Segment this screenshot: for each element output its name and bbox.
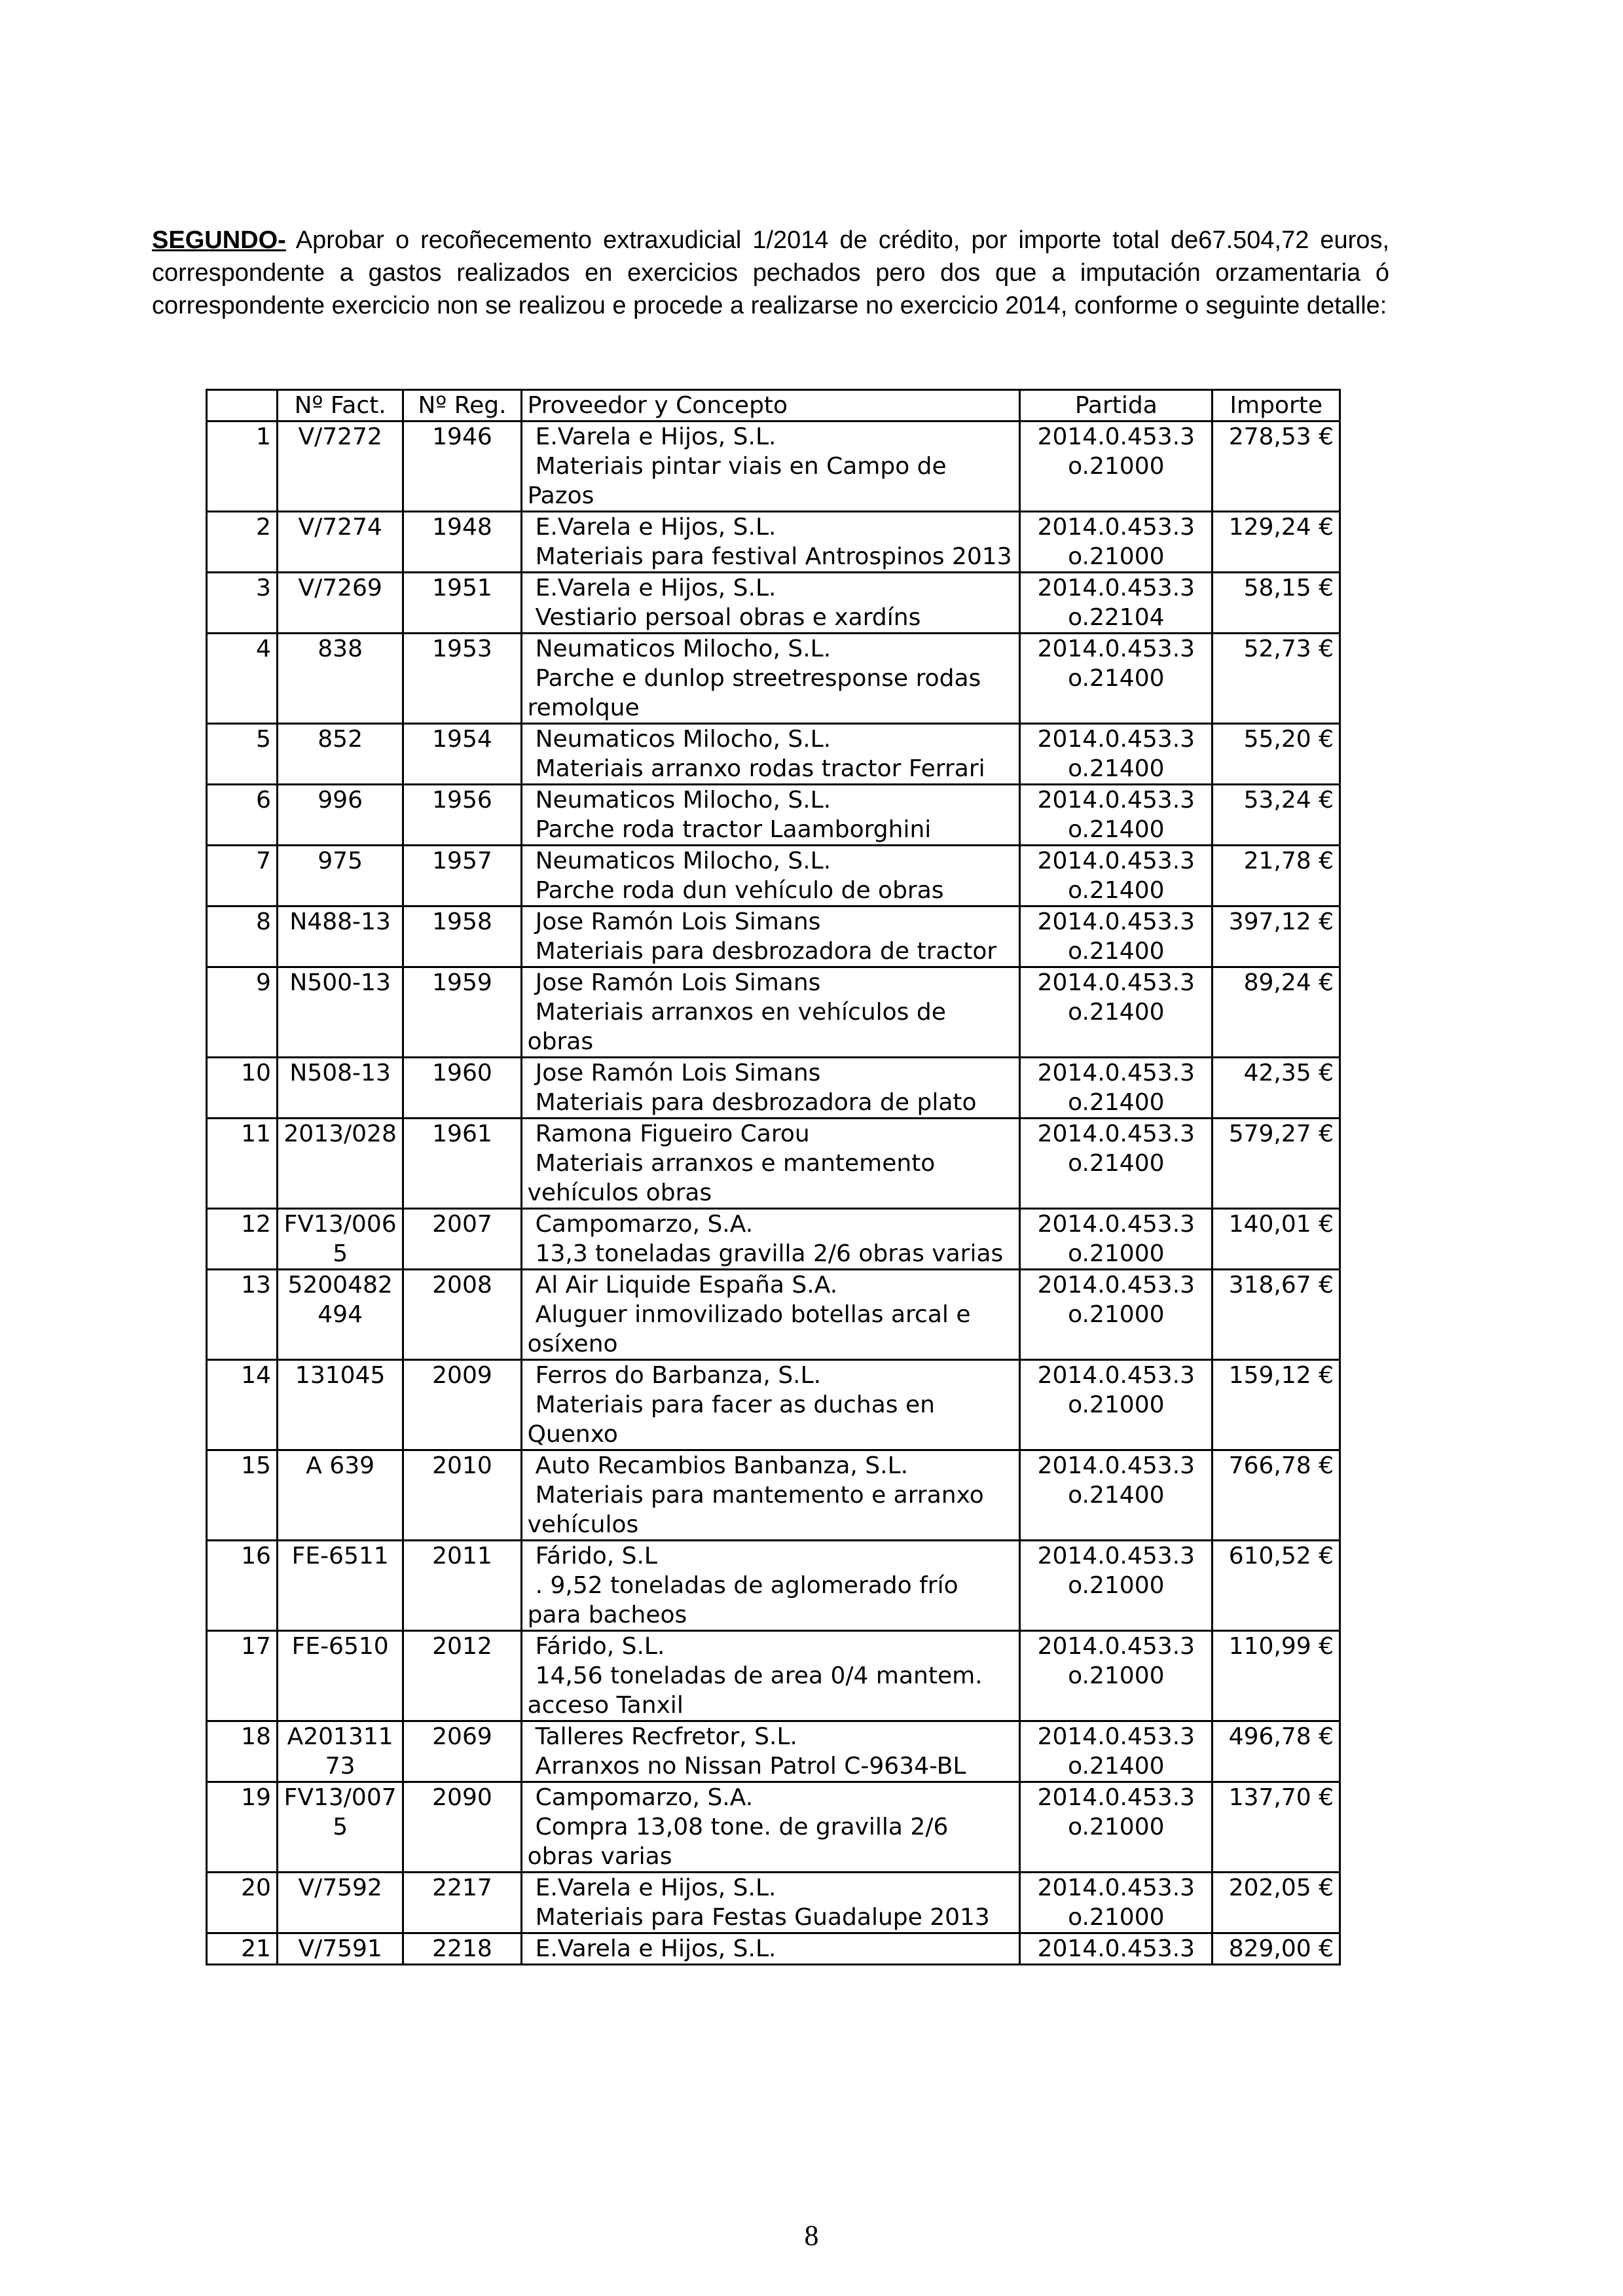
invoice-number: V/7591: [277, 1933, 403, 1965]
header-partida: Partida: [1020, 390, 1213, 422]
budget-line: 2014.0.453.3 o.21000: [1020, 1270, 1213, 1360]
table-row: [207, 846, 1340, 906]
table-row: [207, 1782, 1340, 1873]
register-number: 2007: [403, 1209, 521, 1270]
amount: 159,12 €: [1213, 1360, 1340, 1450]
register-number: 2217: [403, 1873, 521, 1933]
provider-cell: [521, 1541, 1020, 1631]
register-number: 2218: [403, 1933, 521, 1965]
provider-cell: [521, 785, 1020, 846]
invoice-number: V/7272: [277, 422, 403, 512]
budget-line: 2014.0.453.3 o.21400: [1020, 906, 1213, 967]
row-number: 9: [207, 967, 278, 1058]
concept-text: Parche roda dun vehículo de obras: [535, 877, 944, 904]
amount: 397,12 €: [1213, 906, 1340, 967]
provider-cell: [521, 1721, 1020, 1782]
header-num: [207, 390, 278, 422]
provider-cell: [521, 422, 1020, 512]
row-number: 11: [207, 1119, 278, 1209]
provider-name: Campomarzo, S.A.: [535, 1211, 754, 1238]
row-number: 21: [207, 1933, 278, 1965]
row-number: 7: [207, 846, 278, 906]
table-row: [207, 634, 1340, 724]
table-body: [207, 422, 1340, 1965]
table-row: [207, 724, 1340, 785]
table-row: [207, 906, 1340, 967]
row-number: 1: [207, 422, 278, 512]
amount: 140,01 €: [1213, 1209, 1340, 1270]
amount: 202,05 €: [1213, 1873, 1340, 1933]
invoice-number: 131045: [277, 1360, 403, 1450]
amount: 58,15 €: [1213, 573, 1340, 634]
row-number: 10: [207, 1058, 278, 1119]
table-row: [207, 1933, 1340, 1965]
provider-cell: [521, 846, 1020, 906]
table-row: [207, 1450, 1340, 1541]
concept-text: Parche roda tractor Laamborghini: [535, 816, 932, 843]
budget-line: 2014.0.453.3 o.21000: [1020, 1782, 1213, 1873]
concept-text: 13,3 toneladas gravilla 2/6 obras varias: [535, 1240, 1004, 1267]
row-number: 17: [207, 1631, 278, 1721]
amount: 496,78 €: [1213, 1721, 1340, 1782]
table-row: [207, 573, 1340, 634]
budget-line: 2014.0.453.3 o.21400: [1020, 1721, 1213, 1782]
budget-line: 2014.0.453.3 o.21400: [1020, 724, 1213, 785]
register-number: 1951: [403, 573, 521, 634]
invoice-number: FV13/0065: [277, 1209, 403, 1270]
table-row: [207, 1631, 1340, 1721]
table-header-row: [207, 390, 1340, 422]
concept-text: Compra 13,08 tone. de gravilla 2/6 obras varias: [527, 1814, 949, 1870]
invoice-number: A 639: [277, 1450, 403, 1541]
budget-line: 2014.0.453.3 o.21000: [1020, 1209, 1213, 1270]
provider-cell: [521, 634, 1020, 724]
invoice-number: 838: [277, 634, 403, 724]
provider-name: Neumaticos Milocho, S.L.: [535, 787, 831, 814]
provider-name: Al Air Liquide España S.A.: [535, 1272, 838, 1299]
intro-paragraph: [152, 224, 1389, 322]
budget-line: 2014.0.453.3 o.22104: [1020, 573, 1213, 634]
table-row: [207, 1721, 1340, 1782]
register-number: 1953: [403, 634, 521, 724]
concept-text: Materiais para facer as duchas en Quenxo: [527, 1391, 935, 1448]
section-lead: SEGUNDO-: [152, 226, 286, 254]
provider-cell: [521, 1933, 1020, 1965]
provider-cell: [521, 724, 1020, 785]
provider-name: E.Varela e Hijos, S.L.: [535, 575, 776, 601]
amount: 53,24 €: [1213, 785, 1340, 846]
provider-name: Campomarzo, S.A.: [535, 1784, 754, 1811]
provider-cell: [521, 573, 1020, 634]
concept-text: Materiais para mantemento e arranxo vehículos: [527, 1482, 984, 1538]
table-row: [207, 1360, 1340, 1450]
invoice-number: 5200482494: [277, 1270, 403, 1360]
concept-text: Materiais para Festas Guadalupe 2013: [535, 1904, 990, 1931]
row-number: 14: [207, 1360, 278, 1450]
amount: 129,24 €: [1213, 512, 1340, 573]
provider-name: Jose Ramón Lois Simans: [535, 969, 821, 996]
budget-line: 2014.0.453.3 o.21400: [1020, 1058, 1213, 1119]
provider-cell: [521, 1270, 1020, 1360]
provider-name: Fárido, S.L: [535, 1543, 657, 1570]
table-row: [207, 785, 1340, 846]
row-number: 4: [207, 634, 278, 724]
invoice-table: [206, 389, 1341, 1965]
row-number: 19: [207, 1782, 278, 1873]
budget-line: 2014.0.453.3 o.21400: [1020, 846, 1213, 906]
header-reg: Nº Reg.: [403, 390, 521, 422]
amount: 55,20 €: [1213, 724, 1340, 785]
register-number: 2069: [403, 1721, 521, 1782]
register-number: 2008: [403, 1270, 521, 1360]
amount: 89,24 €: [1213, 967, 1340, 1058]
register-number: 1946: [403, 422, 521, 512]
register-number: 1956: [403, 785, 521, 846]
table-row: [207, 1119, 1340, 1209]
provider-cell: [521, 1450, 1020, 1541]
concept-text: Materiais para desbrozadora de plato: [535, 1089, 977, 1116]
concept-text: Materiais arranxos e mantemento vehículos obras: [527, 1150, 936, 1206]
provider-cell: [521, 906, 1020, 967]
amount: 579,27 €: [1213, 1119, 1340, 1209]
invoice-number: N488-13: [277, 906, 403, 967]
register-number: 2010: [403, 1450, 521, 1541]
invoice-number: V/7269: [277, 573, 403, 634]
amount: 318,67 €: [1213, 1270, 1340, 1360]
register-number: 1961: [403, 1119, 521, 1209]
amount: 137,70 €: [1213, 1782, 1340, 1873]
amount: 766,78 €: [1213, 1450, 1340, 1541]
budget-line: 2014.0.453.3 o.21400: [1020, 1450, 1213, 1541]
register-number: 2011: [403, 1541, 521, 1631]
invoice-number: V/7274: [277, 512, 403, 573]
register-number: 1948: [403, 512, 521, 573]
register-number: 2012: [403, 1631, 521, 1721]
row-number: 20: [207, 1873, 278, 1933]
budget-line: 2014.0.453.3: [1020, 1933, 1213, 1965]
row-number: 16: [207, 1541, 278, 1631]
provider-name: E.Varela e Hijos, S.L.: [535, 423, 776, 450]
table-row: [207, 512, 1340, 573]
provider-cell: [521, 1119, 1020, 1209]
invoice-number: FE-6511: [277, 1541, 403, 1631]
concept-text: . 9,52 toneladas de aglomerado frío para bacheos: [527, 1572, 958, 1628]
provider-name: Ferros do Barbanza, S.L.: [535, 1362, 822, 1389]
provider-cell: [521, 1360, 1020, 1450]
invoice-number: 996: [277, 785, 403, 846]
table-row: [207, 1058, 1340, 1119]
concept-text: 14,56 toneladas de area 0/4 mantem. acceso Tanxil: [527, 1662, 983, 1719]
concept-text: Vestiario persoal obras e xardíns: [535, 604, 921, 631]
intro-text: Aprobar o recoñecemento extraxudicial 1/2014 de crédito, por importe total de67.504,72 euros, correspondente a gastos realizados en exercicios pechados pero dos que a imputación orzamentaria ó correspondente exercicio non se realizou e procede a realizarse no exercicio 2014, conforme o seguinte detalle:: [152, 226, 1389, 319]
provider-cell: [521, 1873, 1020, 1933]
provider-cell: [521, 1058, 1020, 1119]
budget-line: 2014.0.453.3 o.21400: [1020, 967, 1213, 1058]
provider-name: Ramona Figueiro Carou: [535, 1121, 810, 1147]
budget-line: 2014.0.453.3 o.21000: [1020, 1360, 1213, 1450]
header-provider: Proveedor y Concepto: [521, 390, 1020, 422]
row-number: 15: [207, 1450, 278, 1541]
amount: 21,78 €: [1213, 846, 1340, 906]
row-number: 5: [207, 724, 278, 785]
table-row: [207, 1873, 1340, 1933]
row-number: 12: [207, 1209, 278, 1270]
budget-line: 2014.0.453.3 o.21400: [1020, 785, 1213, 846]
provider-name: Auto Recambios Banbanza, S.L.: [535, 1452, 909, 1479]
provider-name: Talleres Recfretor, S.L.: [535, 1723, 797, 1750]
concept-text: Aluguer inmovilizado botellas arcal e osíxeno: [527, 1301, 971, 1357]
provider-name: E.Varela e Hijos, S.L.: [535, 1874, 776, 1901]
provider-cell: [521, 1631, 1020, 1721]
invoice-number: FV13/0075: [277, 1782, 403, 1873]
provider-cell: [521, 1782, 1020, 1873]
concept-text: Arranxos no Nissan Patrol C-9634-BL: [535, 1753, 966, 1780]
budget-line: 2014.0.453.3 o.21000: [1020, 1631, 1213, 1721]
header-fact: Nº Fact.: [277, 390, 403, 422]
invoice-number: N500-13: [277, 967, 403, 1058]
invoice-number: V/7592: [277, 1873, 403, 1933]
register-number: 1958: [403, 906, 521, 967]
provider-name: Jose Ramón Lois Simans: [535, 1060, 821, 1086]
row-number: 18: [207, 1721, 278, 1782]
amount: 52,73 €: [1213, 634, 1340, 724]
invoice-number: A20131173: [277, 1721, 403, 1782]
provider-name: Neumaticos Milocho, S.L.: [535, 636, 831, 662]
budget-line: 2014.0.453.3 o.21000: [1020, 422, 1213, 512]
row-number: 13: [207, 1270, 278, 1360]
table-row: [207, 1270, 1340, 1360]
invoice-number: N508-13: [277, 1058, 403, 1119]
concept-text: Materiais para desbrozadora de tractor: [535, 938, 997, 965]
concept-text: Materiais arranxos en vehículos de obras: [527, 999, 946, 1055]
header-importe: Importe: [1213, 390, 1340, 422]
amount: 278,53 €: [1213, 422, 1340, 512]
table-row: [207, 967, 1340, 1058]
budget-line: 2014.0.453.3 o.21400: [1020, 1119, 1213, 1209]
row-number: 3: [207, 573, 278, 634]
budget-line: 2014.0.453.3 o.21000: [1020, 1541, 1213, 1631]
page-number: 8: [804, 2219, 819, 2251]
table-row: [207, 1541, 1340, 1631]
provider-name: Fárido, S.L.: [535, 1633, 665, 1660]
invoice-number: 852: [277, 724, 403, 785]
row-number: 6: [207, 785, 278, 846]
provider-cell: [521, 967, 1020, 1058]
concept-text: Materiais para festival Antrospinos 2013: [535, 543, 1012, 570]
provider-cell: [521, 512, 1020, 573]
provider-name: E.Varela e Hijos, S.L.: [535, 1935, 776, 1962]
invoice-number: 2013/028: [277, 1119, 403, 1209]
register-number: 2009: [403, 1360, 521, 1450]
row-number: 8: [207, 906, 278, 967]
row-number: 2: [207, 512, 278, 573]
invoice-number: FE-6510: [277, 1631, 403, 1721]
amount: 42,35 €: [1213, 1058, 1340, 1119]
register-number: 2090: [403, 1782, 521, 1873]
register-number: 1960: [403, 1058, 521, 1119]
amount: 110,99 €: [1213, 1631, 1340, 1721]
budget-line: 2014.0.453.3 o.21000: [1020, 512, 1213, 573]
concept-text: Parche e dunlop streetresponse rodas remolque: [527, 665, 981, 721]
concept-text: Materiais pintar viais en Campo de Pazos: [527, 453, 947, 509]
invoice-number: 975: [277, 846, 403, 906]
amount: 610,52 €: [1213, 1541, 1340, 1631]
budget-line: 2014.0.453.3 o.21400: [1020, 634, 1213, 724]
provider-cell: [521, 1209, 1020, 1270]
provider-name: Neumaticos Milocho, S.L.: [535, 726, 831, 753]
register-number: 1957: [403, 846, 521, 906]
provider-name: E.Varela e Hijos, S.L.: [535, 514, 776, 541]
budget-line: 2014.0.453.3 o.21000: [1020, 1873, 1213, 1933]
provider-name: Jose Ramón Lois Simans: [535, 908, 821, 935]
amount: 829,00 €: [1213, 1933, 1340, 1965]
register-number: 1959: [403, 967, 521, 1058]
register-number: 1954: [403, 724, 521, 785]
table-row: [207, 422, 1340, 512]
provider-name: Neumaticos Milocho, S.L.: [535, 848, 831, 874]
concept-text: Materiais arranxo rodas tractor Ferrari: [535, 755, 985, 782]
table-row: [207, 1209, 1340, 1270]
